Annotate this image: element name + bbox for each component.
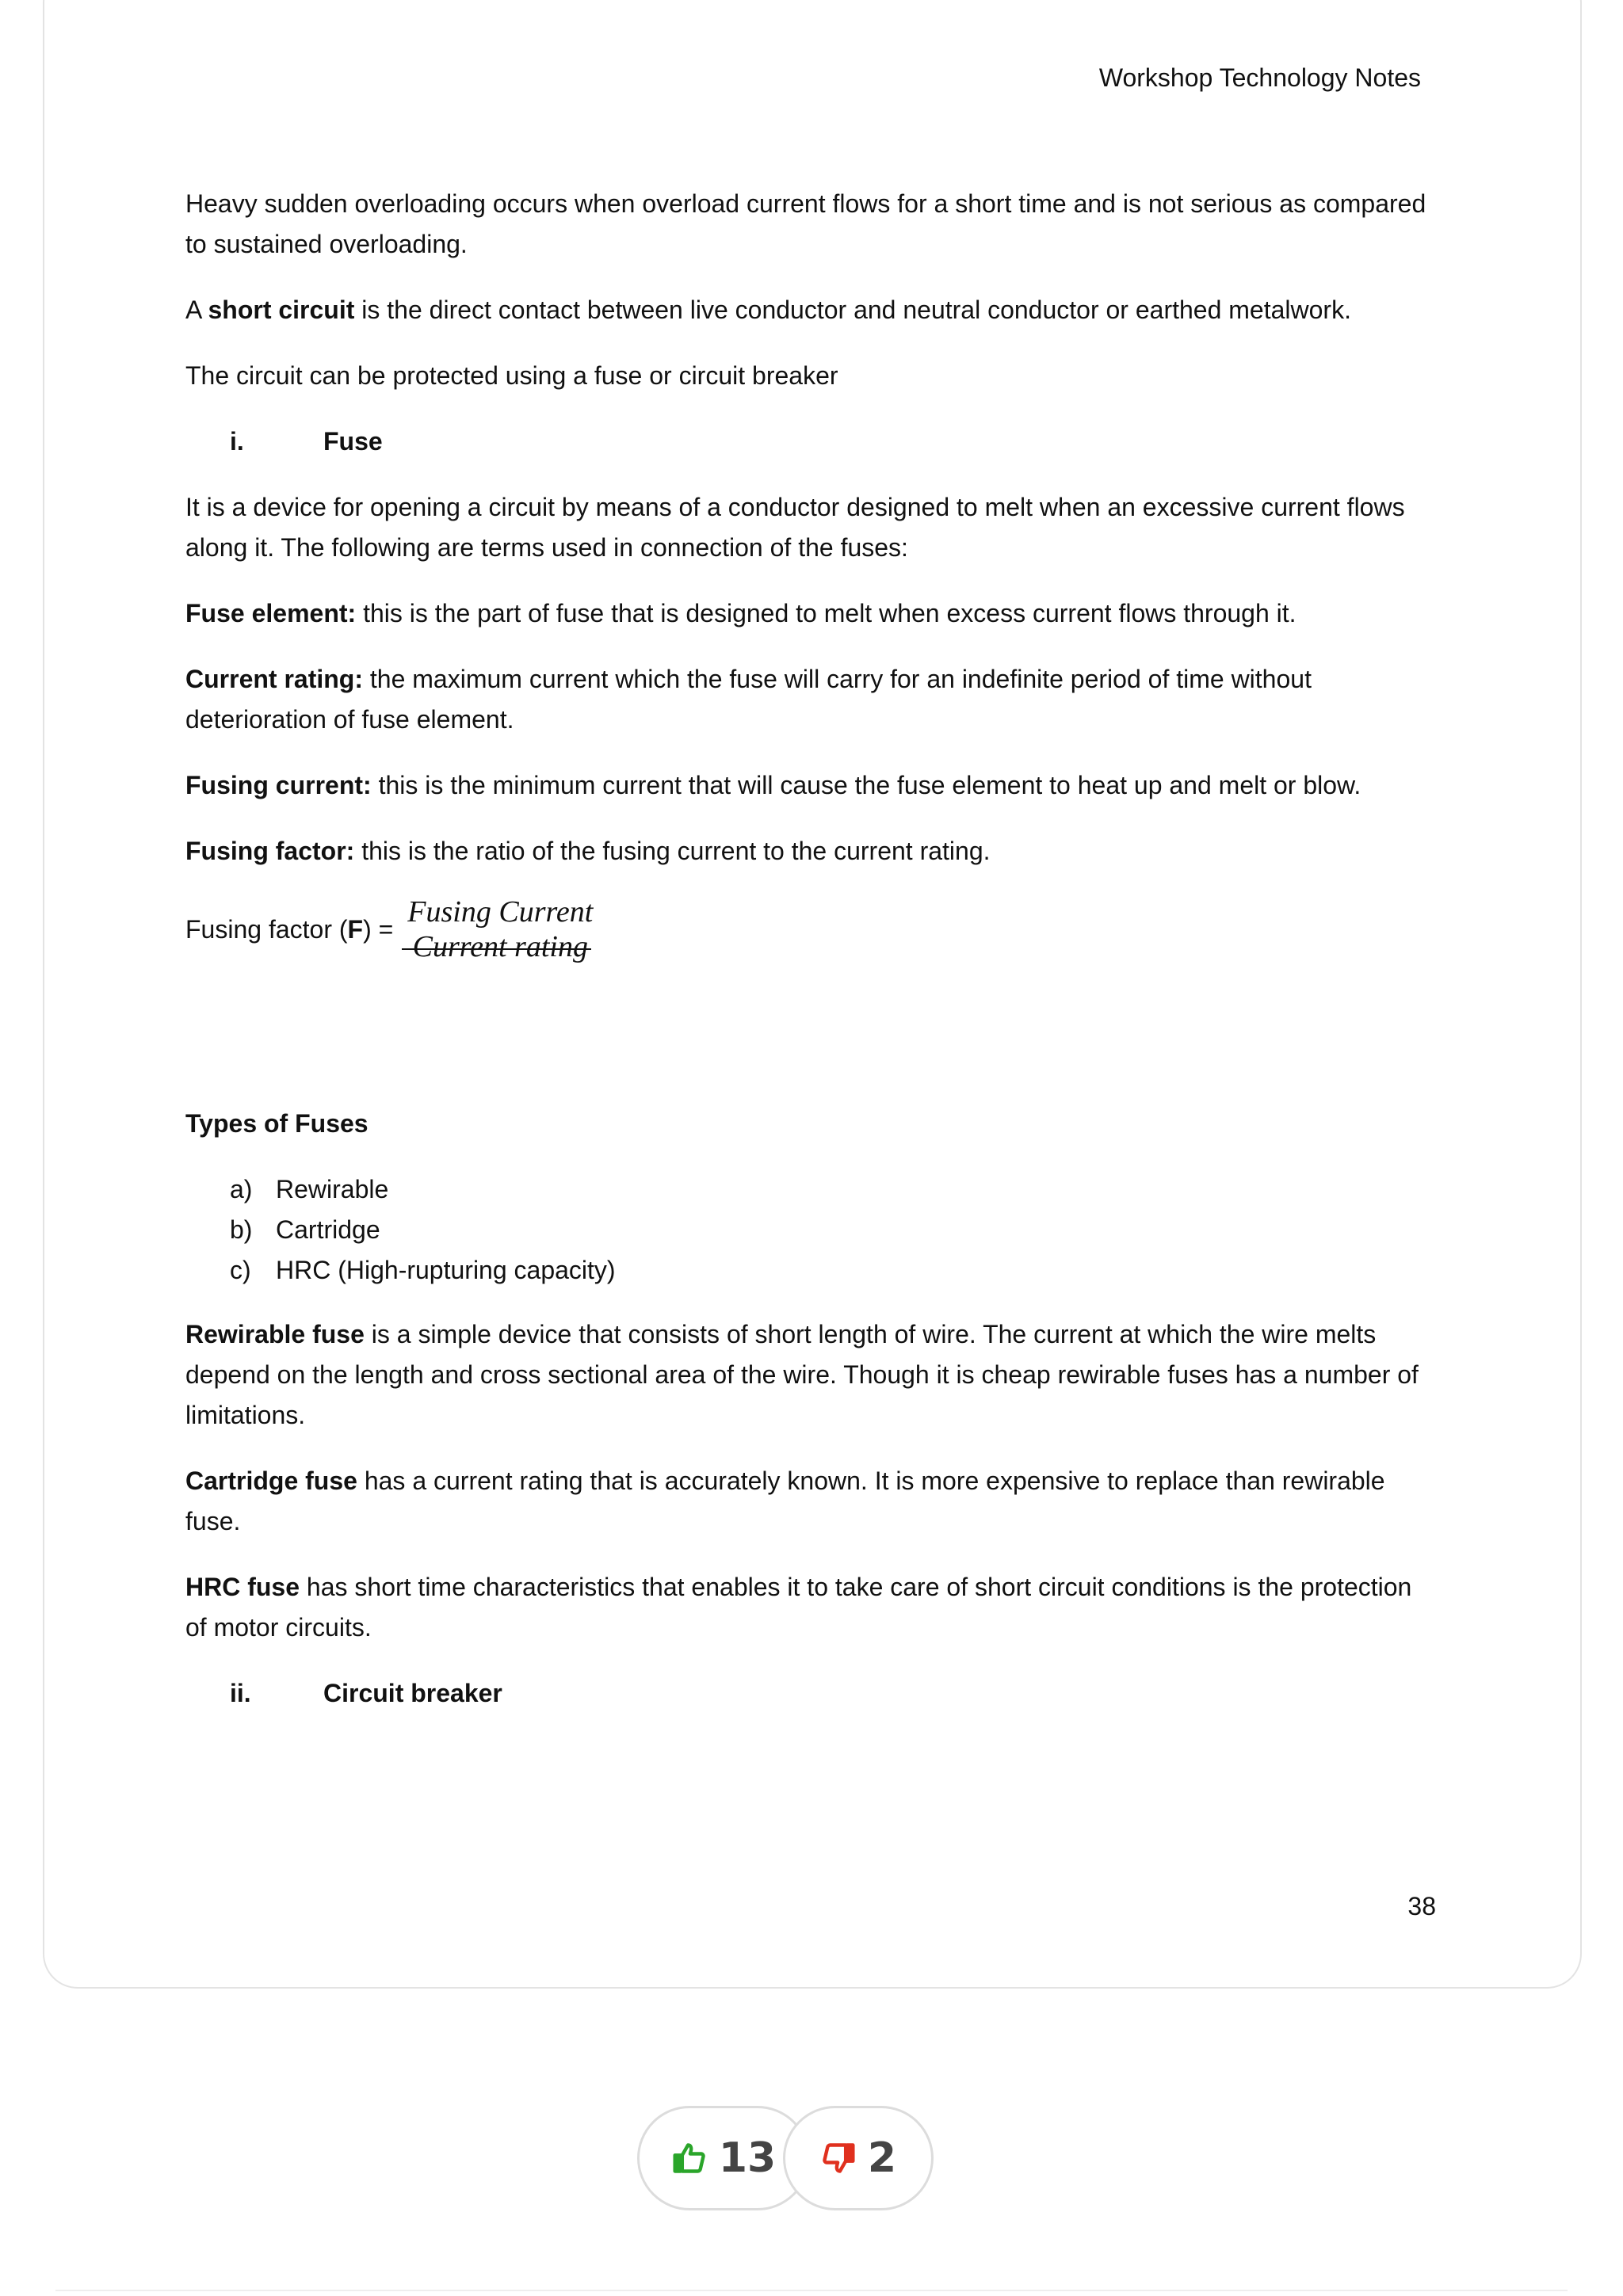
section-title: Circuit breaker xyxy=(323,1679,502,1707)
fuse-types-list xyxy=(185,1169,1438,1291)
list-label: HRC (High-rupturing capacity) xyxy=(276,1256,616,1284)
downvote-button[interactable] xyxy=(783,2106,934,2210)
bold-term: short circuit xyxy=(208,296,355,324)
list-marker: c) xyxy=(230,1256,251,1284)
downvote-count: 2 xyxy=(867,2134,897,2182)
document-header: Workshop Technology Notes xyxy=(1098,63,1421,92)
thumbs-up-icon xyxy=(671,2141,708,2176)
definition-text: this is the part of fuse that is designed to melt when excess current flows through it. xyxy=(356,599,1296,627)
list-label: Cartridge xyxy=(276,1215,380,1244)
section-heading-circuit-breaker xyxy=(185,1673,1438,1714)
definition-text: has short time characteristics that enables it to take care of short circuit conditions is the protection of motor circuits. xyxy=(185,1573,1412,1642)
text-span: A xyxy=(185,296,208,324)
formula-fraction xyxy=(407,894,593,964)
paragraph-cartridge-fuse xyxy=(185,1461,1438,1542)
definition-term: Fusing current: xyxy=(185,771,372,799)
section-number: ii. xyxy=(230,1679,251,1707)
definition-fusing-factor xyxy=(185,831,1438,871)
upvote-count: 13 xyxy=(718,2134,777,2182)
list-label: Rewirable xyxy=(276,1175,389,1203)
formula-lhs xyxy=(185,910,393,950)
text-span: ) = xyxy=(363,914,394,944)
page-number: 38 xyxy=(1407,1892,1436,1920)
paragraph-hrc-fuse xyxy=(185,1567,1438,1648)
formula-denominator: Current rating xyxy=(412,930,588,963)
definition-term: Rewirable fuse xyxy=(185,1320,365,1348)
definition-fusing-current xyxy=(185,765,1438,806)
formula-numerator: Fusing Current xyxy=(407,895,594,929)
section-number: i. xyxy=(230,427,244,456)
text-span: Fusing factor ( xyxy=(185,914,348,944)
list-item xyxy=(185,1169,1438,1210)
list-marker: a) xyxy=(230,1175,253,1203)
fusing-factor-formula xyxy=(185,886,1438,973)
definition-term: Fuse element: xyxy=(185,599,357,627)
paragraph-protection: The circuit can be protected using a fuse or circuit breaker xyxy=(185,361,838,390)
heading-text: Types of Fuses xyxy=(185,1109,369,1138)
definition-text: this is the minimum current that will cause the fuse element to heat up and melt or blow. xyxy=(371,771,1361,799)
definition-term: HRC fuse xyxy=(185,1573,300,1601)
text-span: is the direct contact between live conductor and neutral conductor or earthed metalwork. xyxy=(354,296,1351,324)
definition-term: Current rating: xyxy=(185,665,363,693)
definition-fuse-element xyxy=(185,593,1438,634)
definition-current-rating xyxy=(185,659,1438,740)
types-heading xyxy=(185,1104,1438,1144)
thumbs-down-icon xyxy=(820,2141,857,2176)
definition-term: Fusing factor: xyxy=(185,837,355,865)
section-heading-fuse xyxy=(185,421,1438,462)
definition-text: has a current rating that is accurately known. It is more expensive to replace than rewirable fuse. xyxy=(185,1466,1385,1535)
paragraph-overloading: Heavy sudden overloading occurs when overload current flows for a short time and is not serious as compared to sustained overloading. xyxy=(185,189,1426,258)
section-title: Fuse xyxy=(323,427,383,456)
paragraph-rewirable-fuse xyxy=(185,1314,1438,1436)
vote-bar xyxy=(637,2106,934,2210)
list-marker: b) xyxy=(230,1215,253,1244)
paragraph-short-circuit xyxy=(185,290,1438,330)
definition-text: is a simple device that consists of short length of wire. The current at which the wire melts depend on the length and cross sectional area of the wire. Though it is cheap rewirable fuses has a number of limitations. xyxy=(185,1320,1419,1429)
document-body xyxy=(185,184,1438,1739)
formula-variable: F xyxy=(347,914,364,944)
list-item xyxy=(185,1250,1438,1291)
paragraph-fuse-definition: It is a device for opening a circuit by means of a conductor designed to melt when an excessive current flows along it. The following are terms used in connection of the fuses: xyxy=(185,493,1405,562)
definition-text: the maximum current which the fuse will carry for an indefinite period of time without deterioration of fuse element. xyxy=(185,665,1312,734)
definition-text: this is the ratio of the fusing current to the current rating. xyxy=(354,837,991,865)
definition-term: Cartridge fuse xyxy=(185,1466,357,1495)
bottom-divider xyxy=(55,2290,1568,2291)
list-item xyxy=(185,1210,1438,1250)
